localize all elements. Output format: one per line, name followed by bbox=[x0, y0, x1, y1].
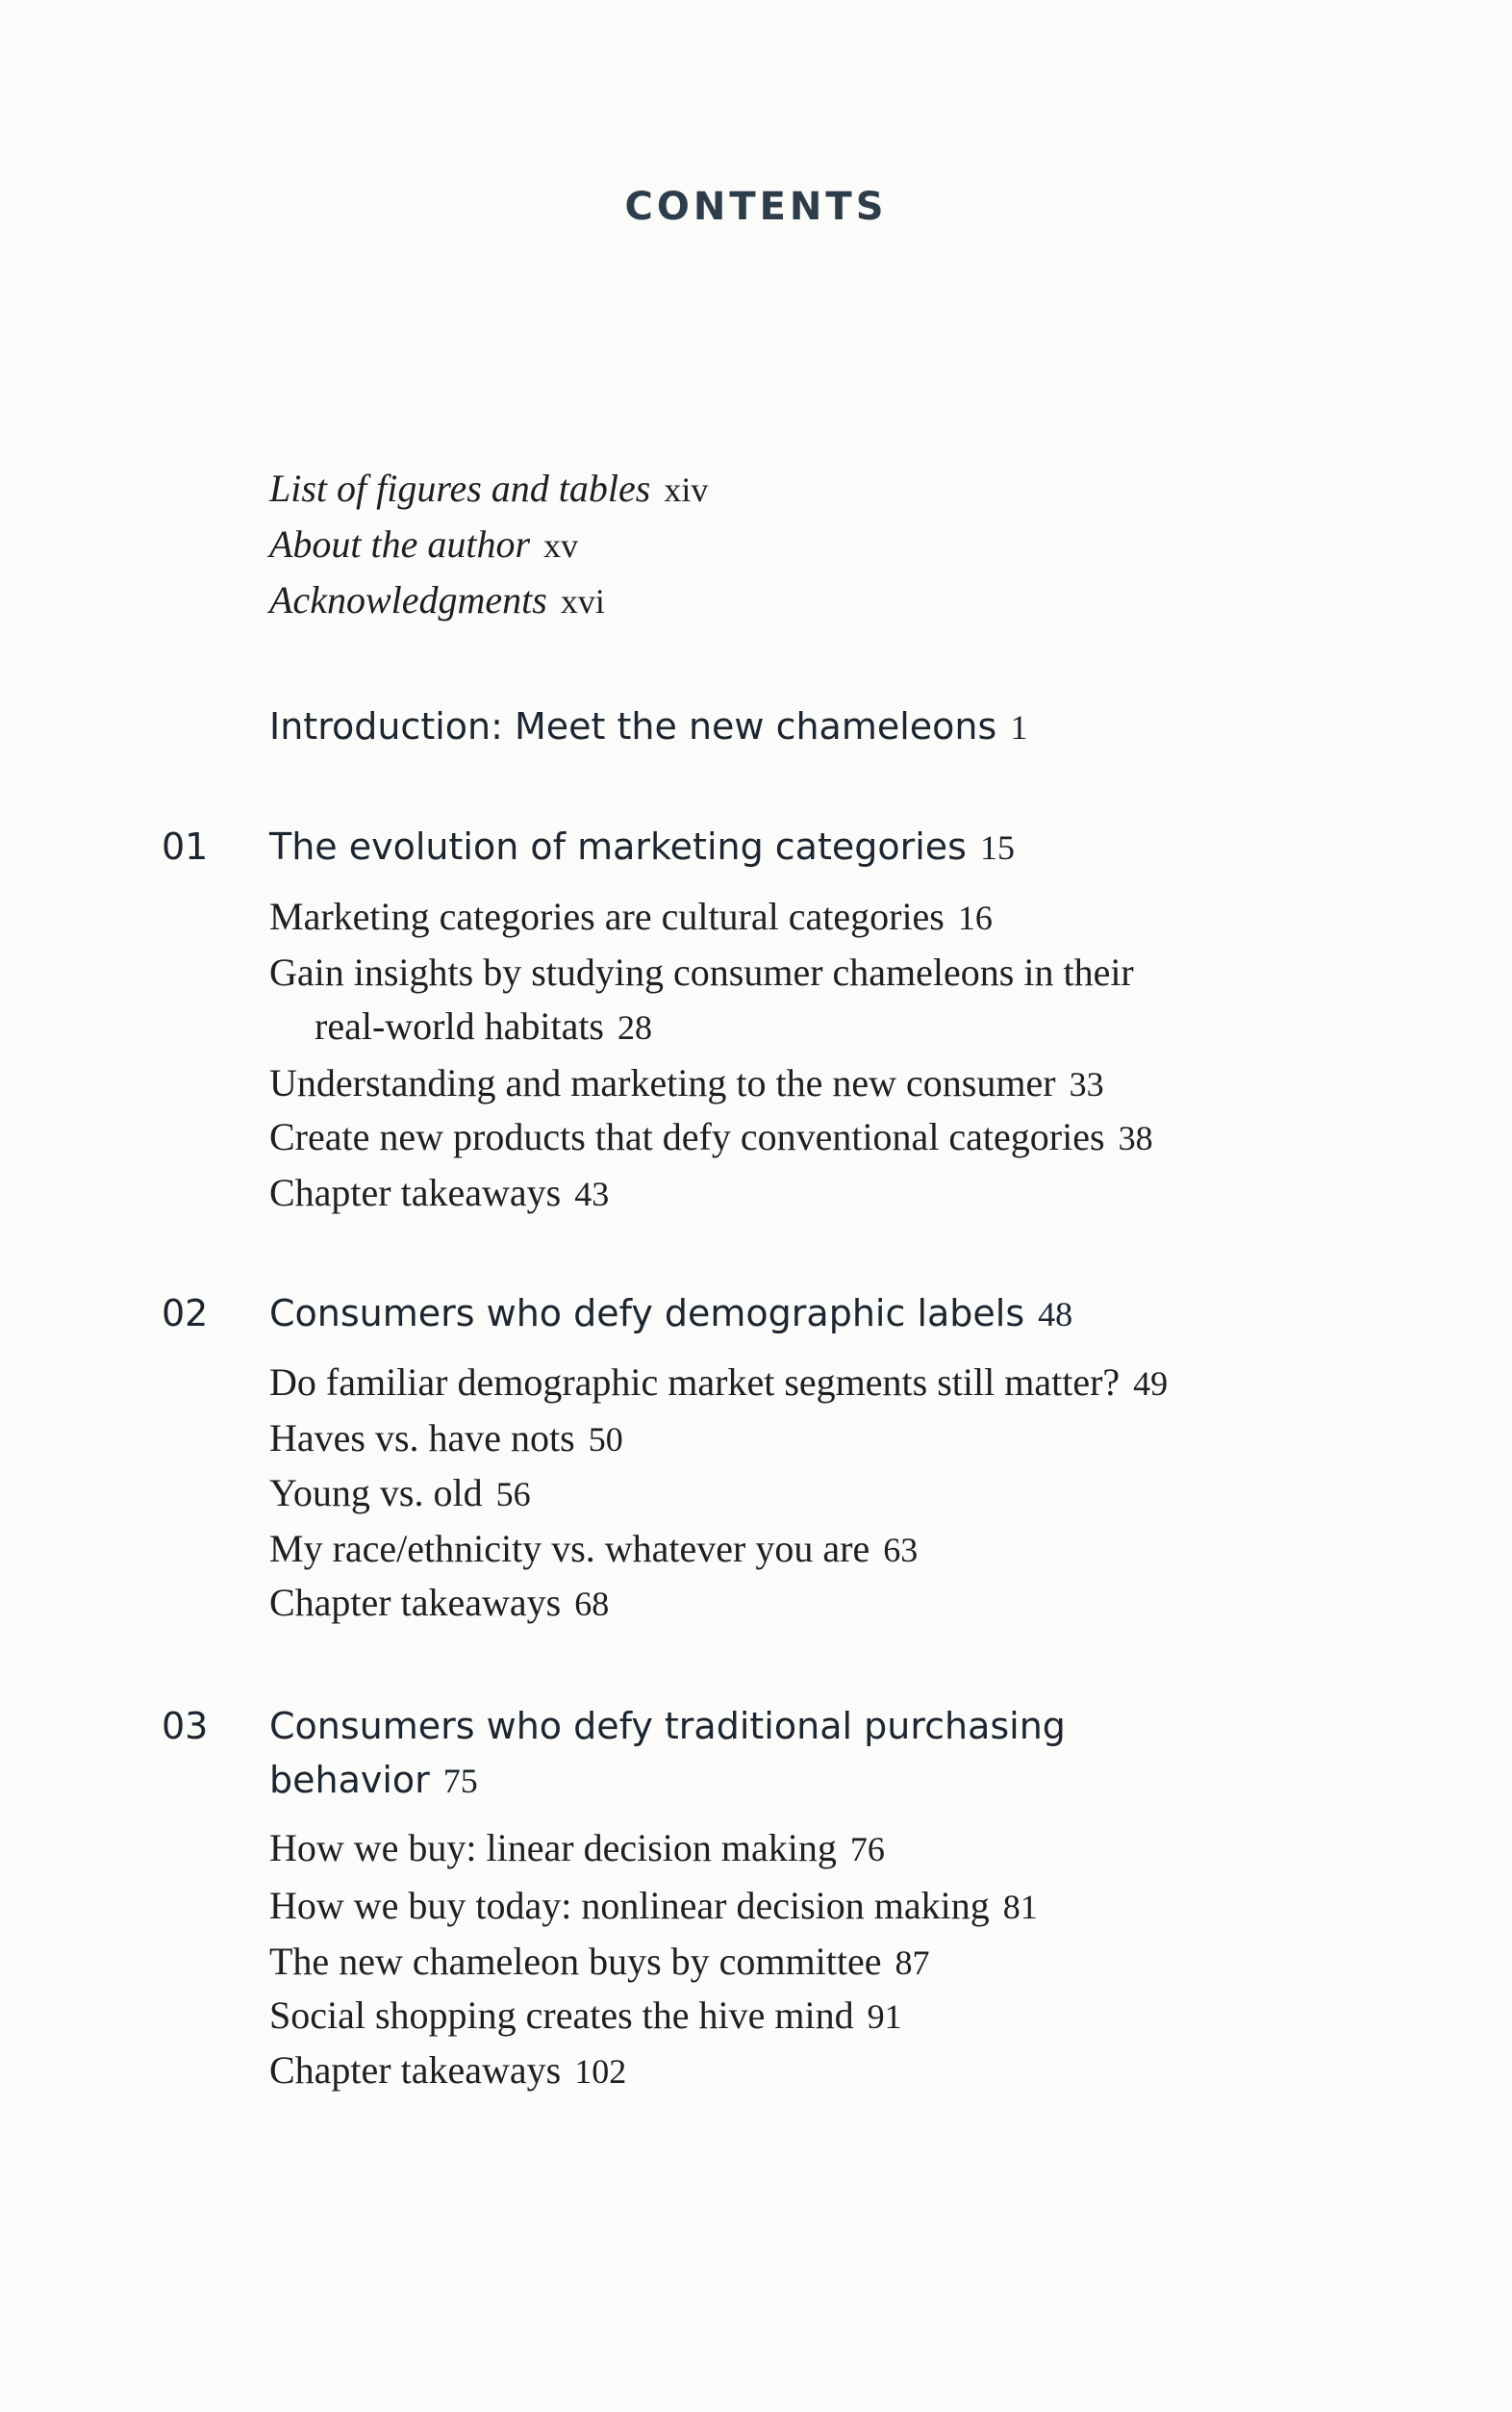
page-number: 1 bbox=[1010, 708, 1028, 747]
entry-label: Haves vs. have nots bbox=[269, 1416, 575, 1460]
entry-label: Gain insights by studying consumer chameleons in their bbox=[269, 951, 1134, 994]
page-number: 91 bbox=[867, 1997, 902, 2036]
toc-entry[interactable] bbox=[269, 576, 605, 624]
introduction-heading[interactable] bbox=[269, 702, 1027, 750]
entry-label: About the author bbox=[269, 522, 531, 566]
entry-label: Chapter takeaways bbox=[269, 2048, 562, 2092]
chapter-number: 03 bbox=[162, 1705, 209, 1747]
entry-label: Consumers who defy demographic labels bbox=[269, 1292, 1025, 1334]
page-number: 102 bbox=[574, 2052, 627, 2091]
page-number: 76 bbox=[849, 1830, 885, 1868]
entry-label: Acknowledgments bbox=[269, 578, 547, 622]
toc-entry[interactable] bbox=[269, 1525, 918, 1573]
entry-label: The new chameleon buys by committee bbox=[269, 1940, 882, 1983]
toc-entry[interactable] bbox=[269, 465, 708, 513]
entry-label: real-world habitats bbox=[315, 1004, 604, 1048]
entry-label: My race/ethnicity vs. whatever you are bbox=[269, 1527, 870, 1570]
toc-entry[interactable] bbox=[269, 1824, 885, 1872]
toc-entry[interactable] bbox=[269, 1579, 609, 1627]
entry-label: Chapter takeaways bbox=[269, 1171, 562, 1214]
entry-label: Introduction: Meet the new chameleons bbox=[269, 705, 997, 748]
page-number: xiv bbox=[664, 470, 709, 509]
entry-label: How we buy: linear decision making bbox=[269, 1826, 837, 1869]
toc-entry[interactable] bbox=[269, 1059, 1104, 1107]
toc-entry[interactable] bbox=[269, 520, 578, 569]
chapter-heading[interactable] bbox=[269, 823, 1015, 871]
toc-entry[interactable] bbox=[269, 1169, 609, 1217]
toc-entry[interactable] bbox=[269, 1113, 1153, 1161]
page-number: 50 bbox=[588, 1420, 623, 1459]
page-number: 56 bbox=[495, 1475, 531, 1513]
entry-label: Chapter takeaways bbox=[269, 1581, 562, 1624]
chapter-number: 02 bbox=[162, 1292, 209, 1334]
page-number: 68 bbox=[574, 1585, 610, 1623]
page-number: 16 bbox=[957, 899, 993, 937]
toc-entry[interactable] bbox=[269, 1992, 902, 2040]
page-number: 28 bbox=[617, 1008, 652, 1047]
entry-label: List of figures and tables bbox=[269, 467, 651, 510]
entry-label: Consumers who defy traditional purchasing bbox=[269, 1705, 1066, 1747]
entry-label: Social shopping creates the hive mind bbox=[269, 1993, 854, 2037]
toc-entry[interactable] bbox=[269, 2046, 626, 2095]
toc-entry[interactable] bbox=[269, 893, 993, 941]
page-number: 38 bbox=[1118, 1119, 1153, 1157]
page-title: CONTENTS bbox=[624, 185, 888, 229]
entry-label: behavior bbox=[269, 1759, 430, 1801]
chapter-heading[interactable] bbox=[269, 1702, 1066, 1750]
chapter-number: 01 bbox=[162, 825, 209, 868]
chapter-heading[interactable] bbox=[269, 1289, 1072, 1337]
page-number: 33 bbox=[1069, 1065, 1104, 1104]
page-number: xvi bbox=[560, 582, 605, 621]
toc-entry[interactable] bbox=[269, 1414, 623, 1462]
entry-label: Do familiar demographic market segments still matter? bbox=[269, 1360, 1121, 1404]
page-number: 87 bbox=[895, 1943, 930, 1982]
entry-label: Marketing categories are cultural categories bbox=[269, 895, 945, 938]
page-number: 48 bbox=[1038, 1295, 1073, 1333]
page-number: 49 bbox=[1133, 1364, 1169, 1403]
toc-entry[interactable] bbox=[269, 1469, 531, 1517]
entry-label: Create new products that defy conventional categories bbox=[269, 1115, 1105, 1158]
page-number: 43 bbox=[574, 1175, 610, 1213]
page-number: 75 bbox=[442, 1762, 478, 1800]
toc-entry[interactable] bbox=[269, 949, 1134, 997]
entry-label: How we buy today: nonlinear decision making bbox=[269, 1884, 990, 1927]
chapter-heading-continuation[interactable] bbox=[269, 1756, 478, 1804]
page-number: 81 bbox=[1002, 1888, 1038, 1926]
toc-entry-continuation[interactable] bbox=[315, 1003, 652, 1051]
page-number: 15 bbox=[979, 828, 1015, 867]
toc-entry[interactable] bbox=[269, 1882, 1038, 1930]
page-number: 63 bbox=[883, 1531, 919, 1569]
entry-label: Understanding and marketing to the new consumer bbox=[269, 1061, 1056, 1104]
entry-label: The evolution of marketing categories bbox=[269, 825, 967, 868]
page-number: xv bbox=[543, 526, 579, 565]
entry-label: Young vs. old bbox=[269, 1471, 483, 1514]
toc-entry[interactable] bbox=[269, 1938, 929, 1986]
toc-entry[interactable] bbox=[269, 1358, 1168, 1407]
